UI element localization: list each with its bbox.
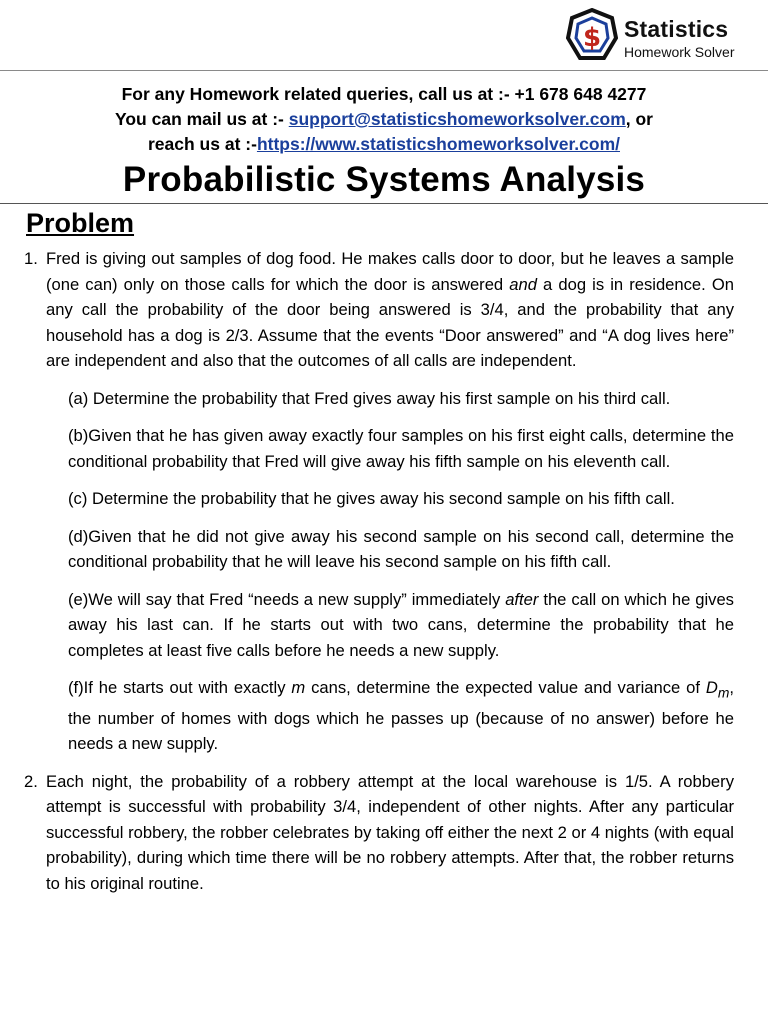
email-line — [0, 107, 768, 132]
problem-2-statement: Each night, the probability of a robbery attempt at the local warehouse is 1/5. A robbery attempt is successful with probability 3/4, independent of other nights. After any particular successful robbery, the robber celebrates by taking off either the next 2 or 4 nights (with equal probability), during which time there will be no robbery attempts. After that, the robber returns to his original routine. — [46, 771, 734, 893]
statistics-logo-icon — [566, 8, 618, 64]
part-e-text-cont: the call on which he gives away his last can. If he starts out with two cans, determine the probability that he completes at least five calls before he needs a new supply. — [68, 589, 734, 660]
part-f-text: (f)If he starts out with exactly — [68, 678, 292, 697]
variable-subscript: m — [717, 684, 730, 701]
part-b: (b)Given that he has given away exactly four samples on his first eight calls, determine the conditional probability that Fred will give away his fifth sample on his eleventh call. — [68, 426, 734, 471]
problem-1-text: Fred is giving out samples of dog food. He makes calls door to door, but he leaves a sample (one can) only on those calls for which the door is answered — [46, 249, 734, 294]
part-e-text: (e)We will say that Fred “needs a new supply” immediately — [68, 589, 506, 609]
emphasis: and — [509, 274, 537, 294]
website-line — [0, 132, 768, 157]
problem-list — [24, 246, 734, 896]
logo — [566, 8, 766, 64]
svg-text:$: $ — [582, 23, 602, 53]
email-suffix: , or — [625, 109, 653, 129]
part-c: (c) Determine the probability that he gives away his second sample on his fifth call. — [68, 489, 675, 508]
email-prefix: You can mail us at :- — [114, 109, 289, 129]
contact-block — [0, 82, 768, 157]
problem-1 — [24, 246, 734, 757]
problem-1-statement — [46, 246, 734, 374]
problem-1-text-cont: a dog is in residence. On any call the probability of the door being answered is 3/4, and the probability that any household has a dog is 2/3. Assume that the events “Door answered” and “A dog lives here” are independent and also that the outcomes of all calls are independent. — [46, 274, 734, 370]
website-link[interactable]: https://www.statisticshomeworksolver.com/ — [256, 134, 620, 154]
part-d: (d)Given that he did not give away his second sample on his second call, determine the conditional probability that he will leave his second sample on his fifth call. — [68, 526, 734, 571]
title-divider — [0, 203, 768, 204]
email-link[interactable]: support@statisticshomeworksolver.com — [288, 109, 626, 129]
emphasis: after — [505, 589, 539, 609]
logo-title: Statistics — [624, 16, 729, 42]
part-e — [68, 587, 734, 664]
header-divider — [0, 70, 768, 71]
phone-line: For any Homework related queries, call us at :- +1 678 648 4277 — [121, 84, 647, 104]
section-heading: Problem — [26, 208, 135, 238]
part-a: (a) Determine the probability that Fred gives away his first sample on his third call. — [68, 388, 671, 408]
part-f-text-cont: , the number of homes with dogs which he passes up (because of no answer) before he needs a new supply. — [68, 678, 734, 754]
logo-subtitle: Homework Solver — [624, 44, 735, 60]
website-prefix: reach us at :- — [148, 134, 257, 154]
problem-2 — [24, 769, 734, 897]
variable-d: D — [705, 678, 718, 697]
part-f — [68, 675, 734, 757]
page-title: Probabilistic Systems Analysis — [122, 160, 646, 199]
problem-number: 1. — [24, 249, 38, 268]
problem-number: 2. — [24, 771, 38, 791]
variable-m: m — [291, 678, 306, 697]
part-f-text-mid: cans, determine the expected value and variance of — [305, 678, 706, 697]
